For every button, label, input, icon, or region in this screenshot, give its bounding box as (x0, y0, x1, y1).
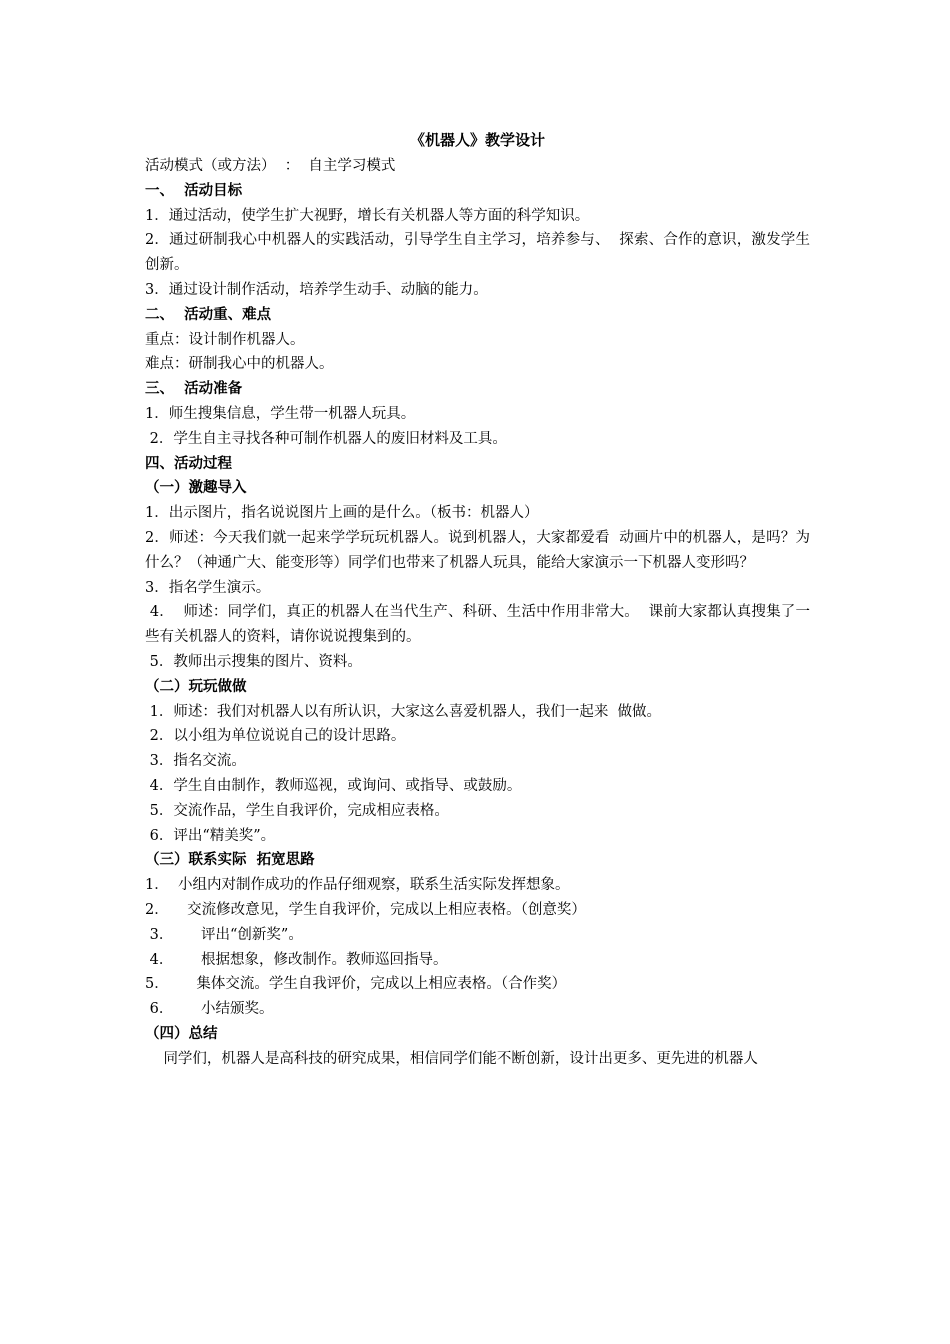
list-item: 5．教师出示搜集的图片、资料。 (145, 653, 362, 670)
list-item: 3．指名学生演示。 (145, 579, 271, 596)
summary-paragraph: 同学们，机器人是高科技的研究成果，相信同学们能不断创新，设计出更多、更先进的机器人 (145, 1050, 758, 1067)
subsection-heading-make: （二）玩玩做做 (145, 678, 247, 695)
list-item: 1． 小组内对制作成功的作品仔细观察，联系生活实际发挥想象。 (145, 877, 570, 894)
list-item: 2．以小组为单位说说自己的设计思路。 (145, 728, 406, 745)
subsection-heading-summary: （四）总结 (145, 1025, 218, 1042)
list-item: 2． 交流修改意见，学生自我评价，完成以上相应表格。（创意奖） (145, 901, 586, 918)
list-item: 2．通过研制我心中机器人的实践活动，引导学生自主学习，培养参与、 探索、合作的意识，激发学生创新。 (145, 232, 810, 274)
subsection-heading-practice: （三）联系实际 拓宽思路 (145, 852, 315, 869)
document-page (145, 128, 810, 1071)
list-item: 6． 小结颁奖。 (145, 1001, 274, 1018)
list-item: 3．指名交流。 (145, 753, 246, 770)
list-item: 1．师生搜集信息，学生带一机器人玩具。 (145, 405, 416, 422)
list-item: 1．师述：我们对机器人以有所认识，大家这么喜爱机器人，我们一起来 做做。 (145, 703, 662, 720)
list-item: 4． 师述：同学们，真正的机器人在当代生产、科研、生活中作用非常大。 课前大家都认真搜集了一些有关机器人的资料，请你说说搜集到的。 (145, 604, 810, 646)
list-item: 1．通过活动，使学生扩大视野，增长有关机器人等方面的科学知识。 (145, 207, 590, 224)
list-item: 1．出示图片，指名说说图片上画的是什么。（板书：机器人） (145, 505, 539, 522)
list-item: 4． 根据想象，修改制作。教师巡回指导。 (145, 951, 448, 968)
list-item: 2．师述：今天我们就一起来学学玩玩机器人。说到机器人，大家都爱看 动画片中的机器人，是吗？为什么？（神通广大、能变形等）同学们也带来了机器人玩具，能给大家演示一下机器人变形吗？ (145, 529, 810, 571)
list-item: 3．通过设计制作活动，培养学生动手、动脑的能力。 (145, 281, 488, 298)
list-item: 6．评出“精美奖”。 (145, 827, 276, 844)
list-item: 5． 集体交流。学生自我评价，完成以上相应表格。（合作奖） (145, 976, 567, 993)
section-heading-key-points: 二、 活动重、难点 (145, 306, 272, 323)
list-item: 重点：设计制作机器人。 (145, 331, 305, 348)
section-heading-preparation: 三、 活动准备 (145, 381, 243, 398)
section-heading-goals: 一、 活动目标 (145, 182, 243, 199)
list-item: 难点：研制我心中的机器人。 (145, 356, 334, 373)
list-item: 5．交流作品，学生自我评价，完成相应表格。 (145, 802, 449, 819)
list-item: 2．学生自主寻找各种可制作机器人的废旧材料及工具。 (145, 430, 507, 447)
list-item: 3． 评出“创新奖”。 (145, 926, 303, 943)
subsection-heading-intro: （一）激趣导入 (145, 480, 247, 497)
activity-mode: 活动模式（或方法） ： 自主学习模式 (145, 158, 396, 174)
list-item: 4．学生自由制作，教师巡视，或询问、或指导、或鼓励。 (145, 777, 522, 794)
section-heading-process: 四、活动过程 (145, 455, 232, 472)
document-title: 《机器人》教学设计 (409, 131, 545, 149)
